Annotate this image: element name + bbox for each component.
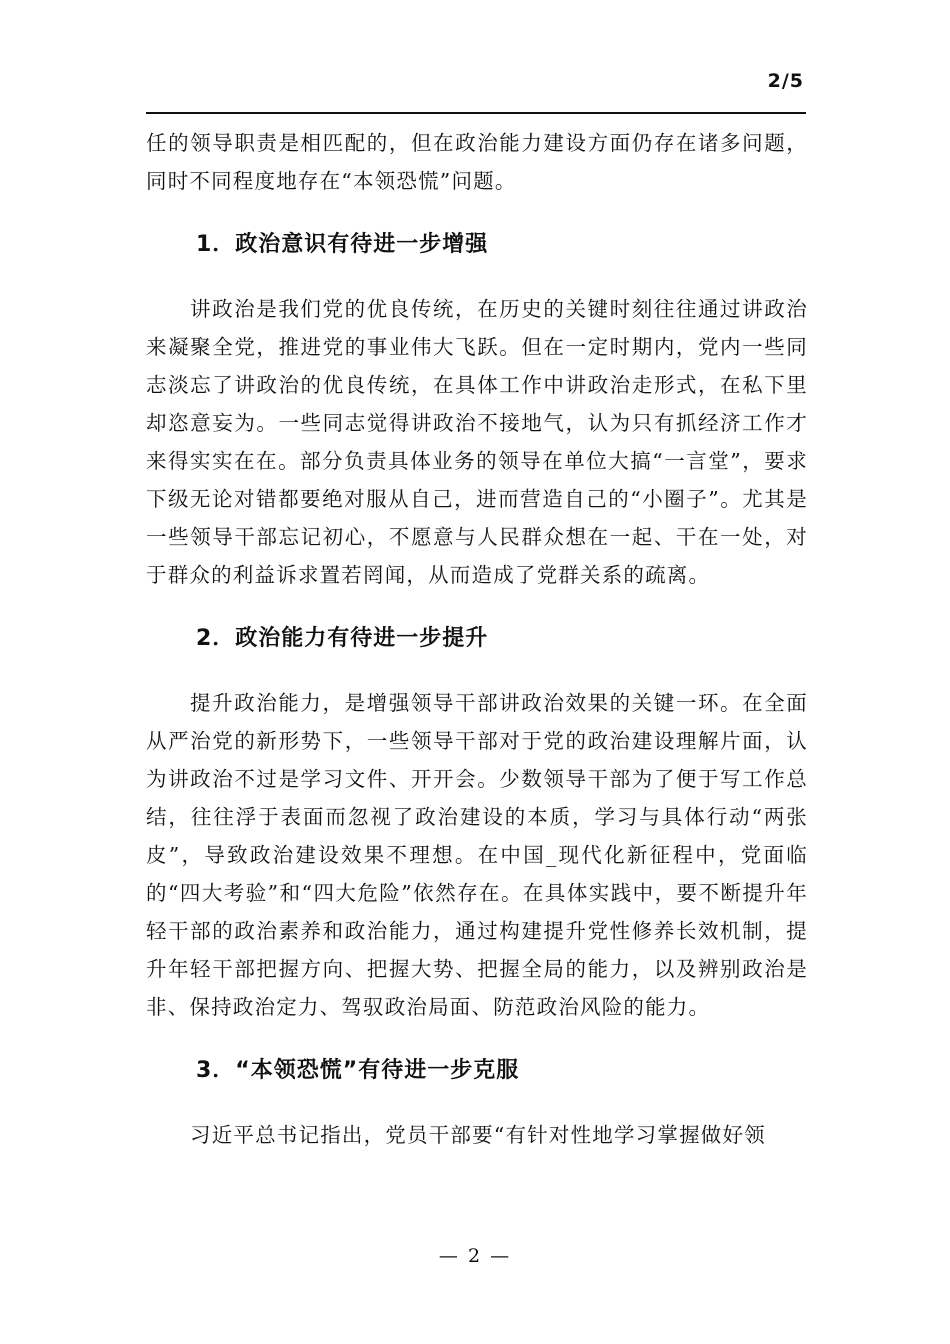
spacer [146, 1026, 808, 1052]
spacer [146, 594, 808, 620]
spacer [146, 1090, 808, 1116]
spacer [146, 264, 808, 290]
page-number-footer: — 2 — [438, 1245, 512, 1267]
document-body [146, 124, 808, 1154]
section-paragraph-3: 习近平总书记指出，党员干部要“有针对性地学习掌握做好领 [190, 1123, 766, 1147]
header-divider [146, 112, 806, 114]
section-heading-3: 3．“本领恐慌”有待进一步克服 [196, 1058, 520, 1083]
spacer [146, 200, 808, 226]
spacer [146, 658, 808, 684]
section-heading-2: 2．政治能力有待进一步提升 [196, 626, 489, 651]
page-counter: 2/5 [767, 70, 804, 92]
section-paragraph-1: 讲政治是我们党的优良传统，在历史的关键时刻往往通过讲政治来凝聚全党，推进党的事业伟大飞跃。但在一定时期内，党内一些同志淡忘了讲政治的优良传统，在具体工作中讲政治走形式，在私下里却恣意妄为。一些同志觉得讲政治不接地气，认为只有抓经济工作才来得实实在在。部分负责具体业务的领导在单位大搞“一言堂”，要求下级无论对错都要绝对服从自己，进而营造自己的“小圈子”。尤其是一些领导干部忘记初心，不愿意与人民群众想在一起、干在一处，对于群众的利益诉求置若罔闻，从而造成了党群关系的疏离。 [146, 297, 808, 587]
section-heading-1: 1．政治意识有待进一步增强 [196, 232, 489, 257]
intro-paragraph: 任的领导职责是相匹配的，但在政治能力建设方面仍存在诸多问题，同时不同程度地存在“本领恐慌”问题。 [146, 131, 808, 193]
section-paragraph-2: 提升政治能力，是增强领导干部讲政治效果的关键一环。在全面从严治党的新形势下，一些领导干部对于党的政治建设理解片面，认为讲政治不过是学习文件、开开会。少数领导干部为了便于写工作总结，往往浮于表面而忽视了政治建设的本质，学习与具体行动“两张皮”，导致政治建设效果不理想。在中国_现代化新征程中，党面临的“四大考验”和“四大危险”依然存在。在具体实践中，要不断提升年轻干部的政治素养和政治能力，通过构建提升党性修养长效机制，提升年轻干部把握方向、把握大势、把握全局的能力，以及辨别政治是非、保持政治定力、驾驭政治局面、防范政治风险的能力。 [146, 691, 808, 1019]
